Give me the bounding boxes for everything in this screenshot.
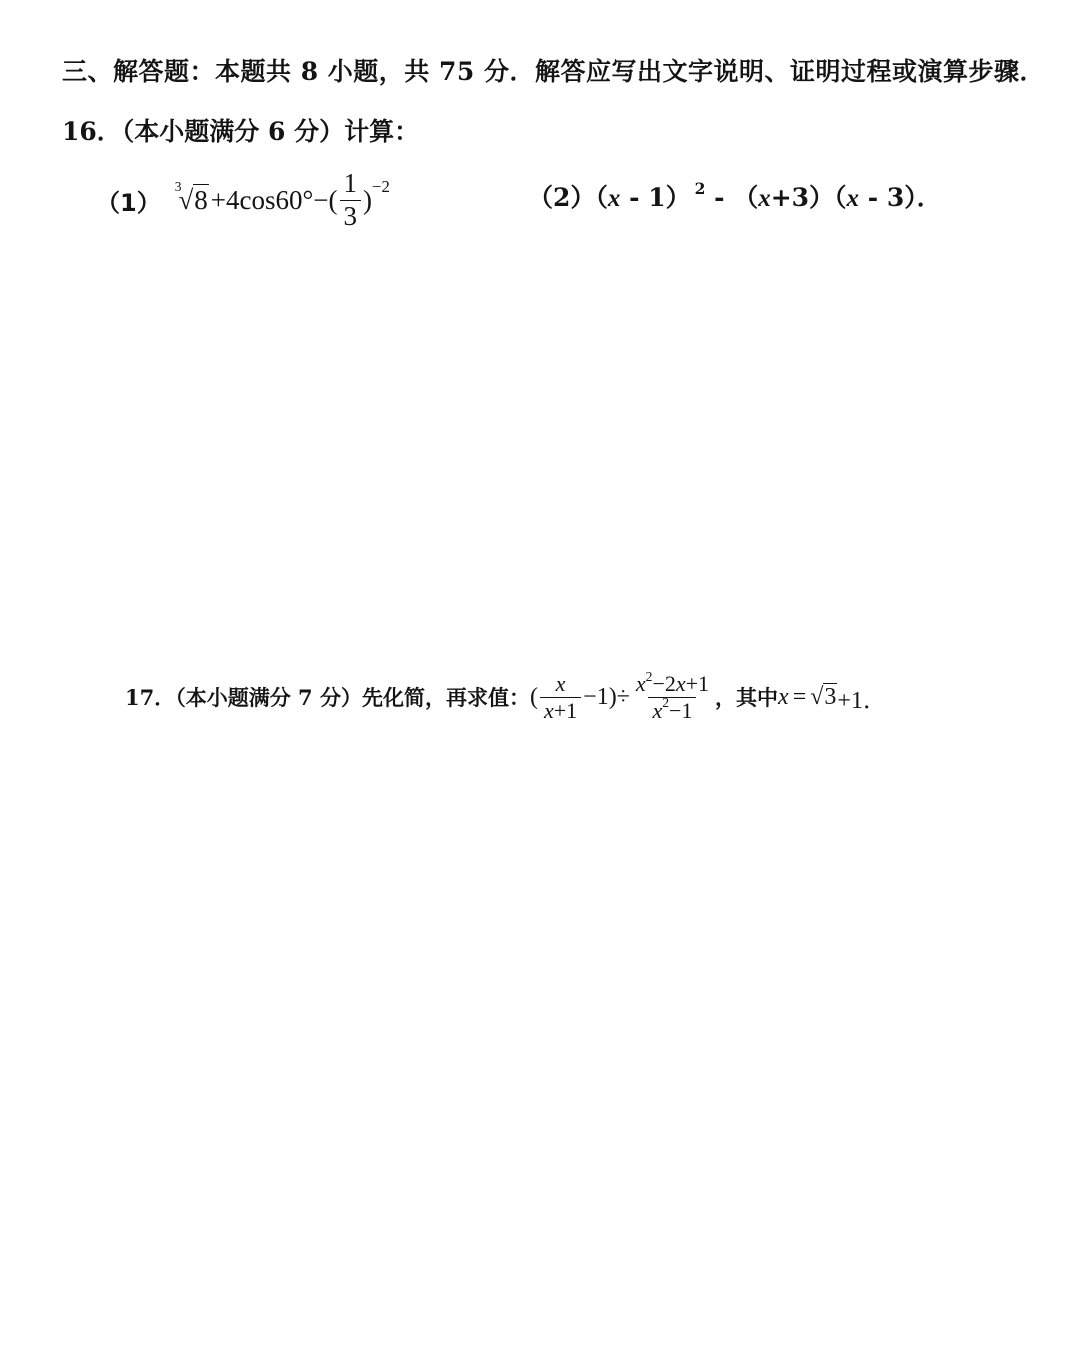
part-2-term-a: - 1） [620,183,691,212]
part-2-term-b: +3）（ [770,183,847,212]
variable-x: x [543,697,554,723]
den-rest: −1 [669,697,693,723]
variable-x: x [607,185,621,212]
plus-one-tail: +1． [837,687,887,714]
part-2-label: （2） [528,183,596,212]
part-2-term-c: - 3）． [859,183,942,212]
den-rest: +1 [553,697,578,723]
question-16-part-2 [528,178,942,214]
part-2-open: （ [595,183,608,212]
variable-x: x [652,697,663,723]
exponent: −2 [372,177,390,197]
question-16-heading: 16．（本小题满分 6 分）计算： [62,117,420,146]
cos-term: +4cos60°−( [210,184,338,215]
minus-one-divide: −1)÷ [583,683,630,710]
radical-sign: √ [810,683,824,710]
equals-sign: = [792,683,807,710]
num-rest-2: +1 [685,671,710,697]
part-2-minus: - （ [705,183,759,212]
sqrt-radicand: 3 [824,684,837,710]
variable-x: x [758,185,771,212]
cube-root-index: 3 [174,178,182,194]
question-17-prefix: 17．（本小题满分 7 分）先化简，再求值： [125,685,530,710]
variable-x: x [555,671,566,697]
radical-sign: √ [178,184,194,215]
fraction-numerator [552,671,570,696]
fraction-denominator [540,697,581,723]
variable-x: x [675,671,686,697]
open-paren: ( [529,683,538,710]
fraction-numerator [632,668,713,697]
close-paren: ) [363,184,373,215]
variable-x: x [846,185,860,212]
where-clause: ，其中 [715,685,779,710]
question-17 [125,662,887,732]
variable-x: x [635,671,646,697]
fraction-one-third [340,168,362,231]
variable-x: x [778,683,789,710]
exponent: 2 [645,668,653,684]
num-rest: −2 [652,671,676,697]
fraction-x-over-x-plus-1 [540,671,581,723]
fraction-quadratic [632,668,713,723]
question-16-part-1 [96,160,390,240]
exponent: 2 [662,695,670,711]
part-2-exponent: 2 [694,179,706,199]
fraction-denominator: 3 [340,200,362,232]
fraction-denominator [648,697,696,723]
part-1-label: （1） [96,188,161,217]
section-heading: 三、解答题：本题共 8 小题，共 75 分．解答应写出文字说明、证明过程或演算步骤． [62,57,1046,86]
fraction-numerator: 1 [343,168,358,199]
cube-root-radicand: 8 [194,185,208,215]
